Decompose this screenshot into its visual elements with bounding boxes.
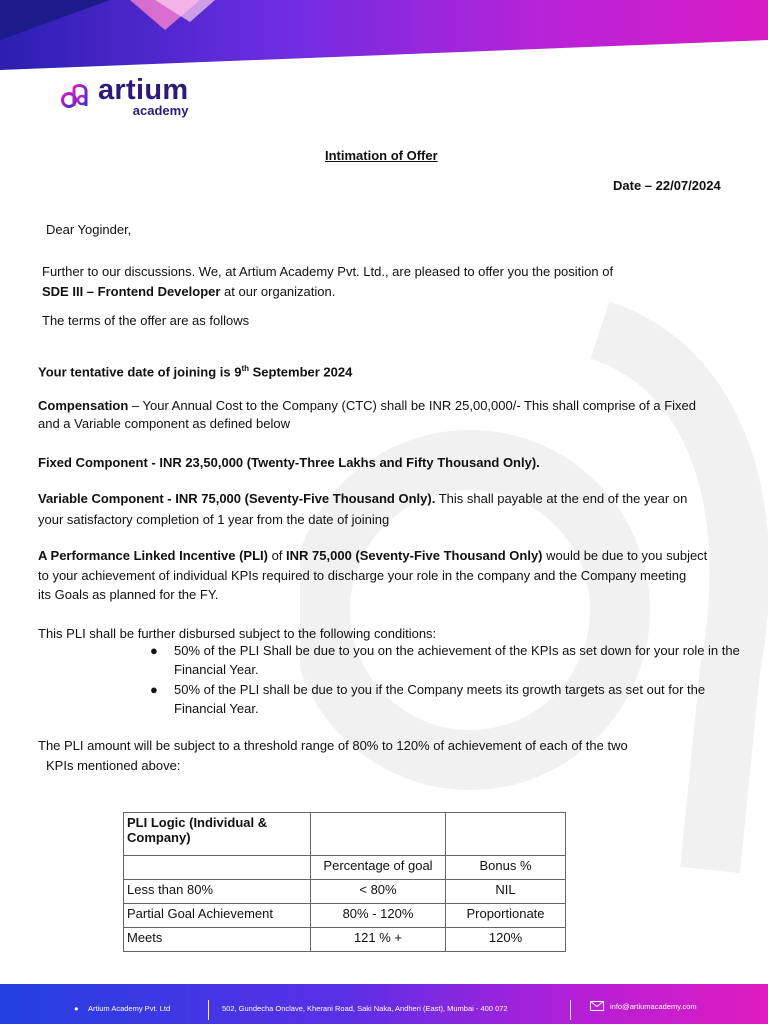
- pli-label: A Performance Linked Incentive (PLI): [38, 548, 268, 563]
- table-cell: Partial Goal Achievement: [124, 904, 311, 928]
- mail-icon: [590, 1001, 604, 1011]
- intro-line-1: Further to our discussions. We, at Artium Academy Pvt. Ltd., are pleased to offer you the position of: [42, 264, 614, 279]
- table-title: PLI Logic (Individual & Company): [124, 813, 311, 856]
- table-cell: 80% - 120%: [311, 904, 446, 928]
- footer-address: 502, Gundecha Onclave, Kherani Road, Saki Naka, Andheri (East), Mumbai - 400 072: [222, 1004, 508, 1013]
- footer-company: Artium Academy Pvt. Ltd: [88, 1004, 171, 1013]
- list-item: [150, 680, 750, 718]
- compensation-text: – Your Annual Cost to the Company (CTC) shall be INR 25,00,000/- This shall comprise of a Fixed: [128, 398, 697, 413]
- compensation-line-2: and a Variable component as defined below: [38, 416, 290, 431]
- table-header-row: [124, 856, 566, 880]
- artium-logo: [60, 75, 188, 118]
- footer-divider: [570, 1000, 571, 1020]
- table-cell: 121 % +: [311, 928, 446, 952]
- salutation: Dear Yoginder,: [46, 222, 132, 237]
- table-cell: Less than 80%: [124, 880, 311, 904]
- table-row: [124, 904, 566, 928]
- variable-label: Variable Component - INR 75,000 (Seventy-Five Thousand Only).: [38, 491, 436, 506]
- role-title: SDE III – Frontend Developer: [42, 284, 221, 299]
- table-cell: Meets: [124, 928, 311, 952]
- pli-text: would be due to you subject: [542, 548, 708, 563]
- joining-suffix: September 2024: [249, 364, 353, 380]
- table-cell: NIL: [446, 880, 566, 904]
- table-row: [124, 880, 566, 904]
- list-item-text: 50% of the PLI Shall be due to you on the achievement of the KPIs as set down for your role in the Financial Year.: [174, 643, 740, 677]
- threshold-line-2: KPIs mentioned above:: [46, 758, 181, 773]
- brand-name: artium: [98, 74, 189, 106]
- joining-sup: th: [241, 364, 250, 373]
- variable-line-1: [38, 489, 687, 508]
- intro-line-2: [42, 282, 335, 301]
- joining-date: [38, 359, 352, 381]
- conditions-list: [150, 641, 750, 719]
- footer-divider: [208, 1000, 209, 1020]
- fixed-component: Fixed Component - INR 23,50,000 (Twenty-Three Lakhs and Fifty Thousand Only).: [38, 455, 540, 470]
- table-cell: Proportionate: [446, 904, 566, 928]
- letter-title: Intimation of Offer: [325, 148, 438, 163]
- bullet-icon: ●: [150, 682, 158, 697]
- terms-line: The terms of the offer are as follows: [42, 313, 250, 328]
- table-cell: [311, 813, 446, 856]
- pli-amount: INR 75,000 (Seventy-Five Thousand Only): [286, 548, 543, 563]
- table-cell: < 80%: [311, 880, 446, 904]
- joining-prefix: Your tentative date of joining is 9: [38, 364, 242, 380]
- table-row: [124, 928, 566, 952]
- table-header: [124, 856, 311, 880]
- pli-conditions: This PLI shall be further disbursed subject to the following conditions:: [38, 626, 437, 641]
- pli-table: [123, 812, 566, 952]
- table-row: [124, 813, 566, 856]
- location-pin-icon: ●: [74, 1004, 79, 1013]
- brand-sub: academy: [132, 103, 189, 118]
- intro-line-2-rest: at our organization.: [220, 284, 336, 299]
- footer: [0, 984, 768, 1024]
- pli-of: of: [267, 548, 287, 563]
- letter-date: Date – 22/07/2024: [613, 178, 721, 193]
- compensation-line-1: [38, 396, 696, 415]
- artium-logo-icon: [60, 81, 92, 111]
- threshold-line-1: The PLI amount will be subject to a threshold range of 80% to 120% of achievement of each of the two: [38, 738, 628, 753]
- list-item-text: 50% of the PLI shall be due to you if the Company meets its growth targets as set out for the Financial Year.: [174, 682, 706, 716]
- pli-line-2: to your achievement of individual KPIs required to discharge your role in the company and the Company meeting: [38, 568, 687, 583]
- table-cell: [446, 813, 566, 856]
- table-header: Bonus %: [446, 856, 566, 880]
- table-cell: 120%: [446, 928, 566, 952]
- table-header: Percentage of goal: [311, 856, 446, 880]
- list-item: [150, 641, 750, 679]
- compensation-label: Compensation: [38, 398, 129, 413]
- pli-line-1: [38, 546, 707, 565]
- variable-line-2: your satisfactory completion of 1 year from the date of joining: [38, 512, 390, 527]
- variable-text: This shall payable at the end of the year on: [435, 491, 688, 506]
- header-decoration: [0, 0, 768, 80]
- pli-line-3: its Goals as planned for the FY.: [38, 587, 219, 602]
- footer-email[interactable]: info@artiumacademy.com: [610, 1002, 697, 1011]
- bullet-icon: ●: [150, 643, 158, 658]
